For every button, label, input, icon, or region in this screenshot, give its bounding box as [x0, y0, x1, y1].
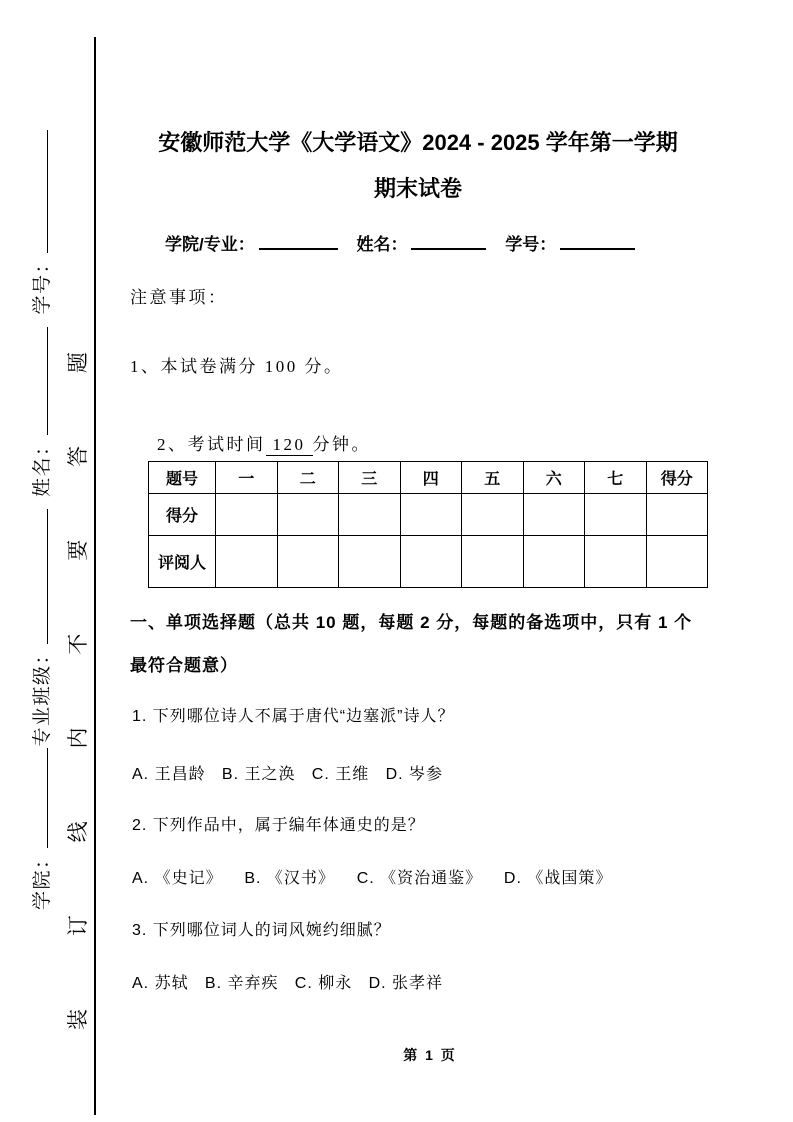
question-3-options: A. 苏轼 B. 辛弃疾 C. 柳永 D. 张孝祥	[132, 975, 444, 992]
margin-field-name	[28, 327, 58, 497]
student-info-line	[165, 230, 649, 255]
score-table-score-row	[149, 494, 708, 536]
info-field-name-label: 姓名：	[356, 235, 408, 254]
score-cell	[646, 494, 708, 536]
binding-char: 题	[66, 352, 90, 374]
binding-margin-fields	[28, 134, 58, 910]
margin-field-student-id-label: 学号：	[32, 252, 53, 315]
page-number: 第 1 页	[403, 1047, 457, 1063]
score-table-col-3: 三	[339, 462, 401, 494]
exam-title-line2: 期末试卷	[373, 176, 462, 201]
exam-title-line1: 安徽师范大学《大学语文》2024 - 2025 学年第一学期	[158, 130, 678, 155]
info-field-name-blank	[411, 234, 486, 250]
notice-duration-prefix: 2、考试时间	[157, 435, 266, 454]
reviewer-cell	[646, 536, 708, 588]
margin-field-college-blank	[28, 748, 48, 848]
margin-field-major-class-blank	[28, 509, 48, 644]
question-1-text: 1. 下列哪位诗人不属于唐代“边塞派”诗人？	[132, 708, 455, 725]
score-cell	[277, 494, 339, 536]
question-2-options: A. 《史记》 B. 《汉书》 C. 《资治通鉴》 D. 《战国策》	[132, 870, 613, 887]
margin-field-college	[28, 748, 58, 910]
binding-line-text	[64, 352, 92, 1030]
score-cell	[523, 494, 585, 536]
score-table-col-1: 一	[216, 462, 278, 494]
info-field-student-id-blank	[560, 234, 635, 250]
binding-char: 要	[66, 539, 90, 561]
info-field-name	[356, 235, 486, 254]
binding-line-rule	[94, 37, 96, 1115]
margin-field-college-label: 学院：	[32, 848, 53, 910]
question-1-options: A. 王昌龄 B. 王之涣 C. 王维 D. 岑参	[132, 766, 444, 783]
margin-field-student-id	[28, 130, 58, 315]
info-field-college-major	[165, 235, 338, 254]
section1-heading-line2: 最符合题意）	[130, 656, 238, 675]
reviewer-cell	[339, 536, 401, 588]
score-cell	[585, 494, 647, 536]
margin-field-major-class-label: 专业班级：	[32, 643, 53, 747]
score-table-col-7: 七	[585, 462, 647, 494]
question-2-text: 2. 下列作品中，属于编年体通史的是？	[132, 817, 425, 834]
binding-char: 线	[66, 821, 90, 843]
margin-field-student-id-blank	[28, 130, 48, 253]
binding-char: 答	[66, 445, 90, 467]
binding-char: 装	[66, 1009, 90, 1030]
notice-item-total-score: 1、本试卷满分 100 分。	[130, 357, 344, 376]
reviewer-cell	[462, 536, 524, 588]
binding-char: 订	[66, 915, 90, 937]
binding-char: 不	[66, 633, 90, 655]
score-cell	[462, 494, 524, 536]
score-table-col-total: 得分	[646, 462, 708, 494]
notice-duration-value: 120	[266, 435, 313, 456]
score-cell	[400, 494, 462, 536]
info-field-college-major-label: 学院/专业：	[165, 235, 255, 254]
margin-field-name-label: 姓名：	[32, 435, 53, 497]
score-table	[148, 461, 708, 588]
binding-char: 内	[66, 727, 90, 749]
score-table-col-5: 五	[462, 462, 524, 494]
score-table-col-4: 四	[400, 462, 462, 494]
reviewer-cell	[585, 536, 647, 588]
score-cell	[216, 494, 278, 536]
info-field-student-id-label: 学号：	[505, 235, 557, 254]
reviewer-cell	[216, 536, 278, 588]
notice-duration-suffix: 分钟。	[312, 435, 371, 454]
score-table-col-question-number: 题号	[149, 462, 216, 494]
score-table-col-2: 二	[277, 462, 339, 494]
score-table-reviewer-row	[149, 536, 708, 588]
section1-heading-line1: 一、单项选择题（总共 10 题，每题 2 分，每题的备选项中，只有 1 个	[130, 613, 693, 632]
score-table-header-row	[149, 462, 708, 494]
margin-field-name-blank	[28, 327, 48, 435]
score-table-col-6: 六	[523, 462, 585, 494]
score-cell	[339, 494, 401, 536]
reviewer-cell	[400, 536, 462, 588]
info-field-student-id	[505, 235, 635, 254]
margin-field-major-class	[28, 509, 58, 747]
reviewer-cell	[523, 536, 585, 588]
notice-heading: 注意事项：	[130, 288, 228, 307]
score-row-label: 得分	[149, 494, 216, 536]
reviewer-cell	[277, 536, 339, 588]
info-field-college-major-blank	[259, 234, 338, 250]
reviewer-row-label: 评阅人	[149, 536, 216, 588]
question-3-text: 3. 下列哪位词人的词风婉约细腻？	[132, 922, 391, 939]
